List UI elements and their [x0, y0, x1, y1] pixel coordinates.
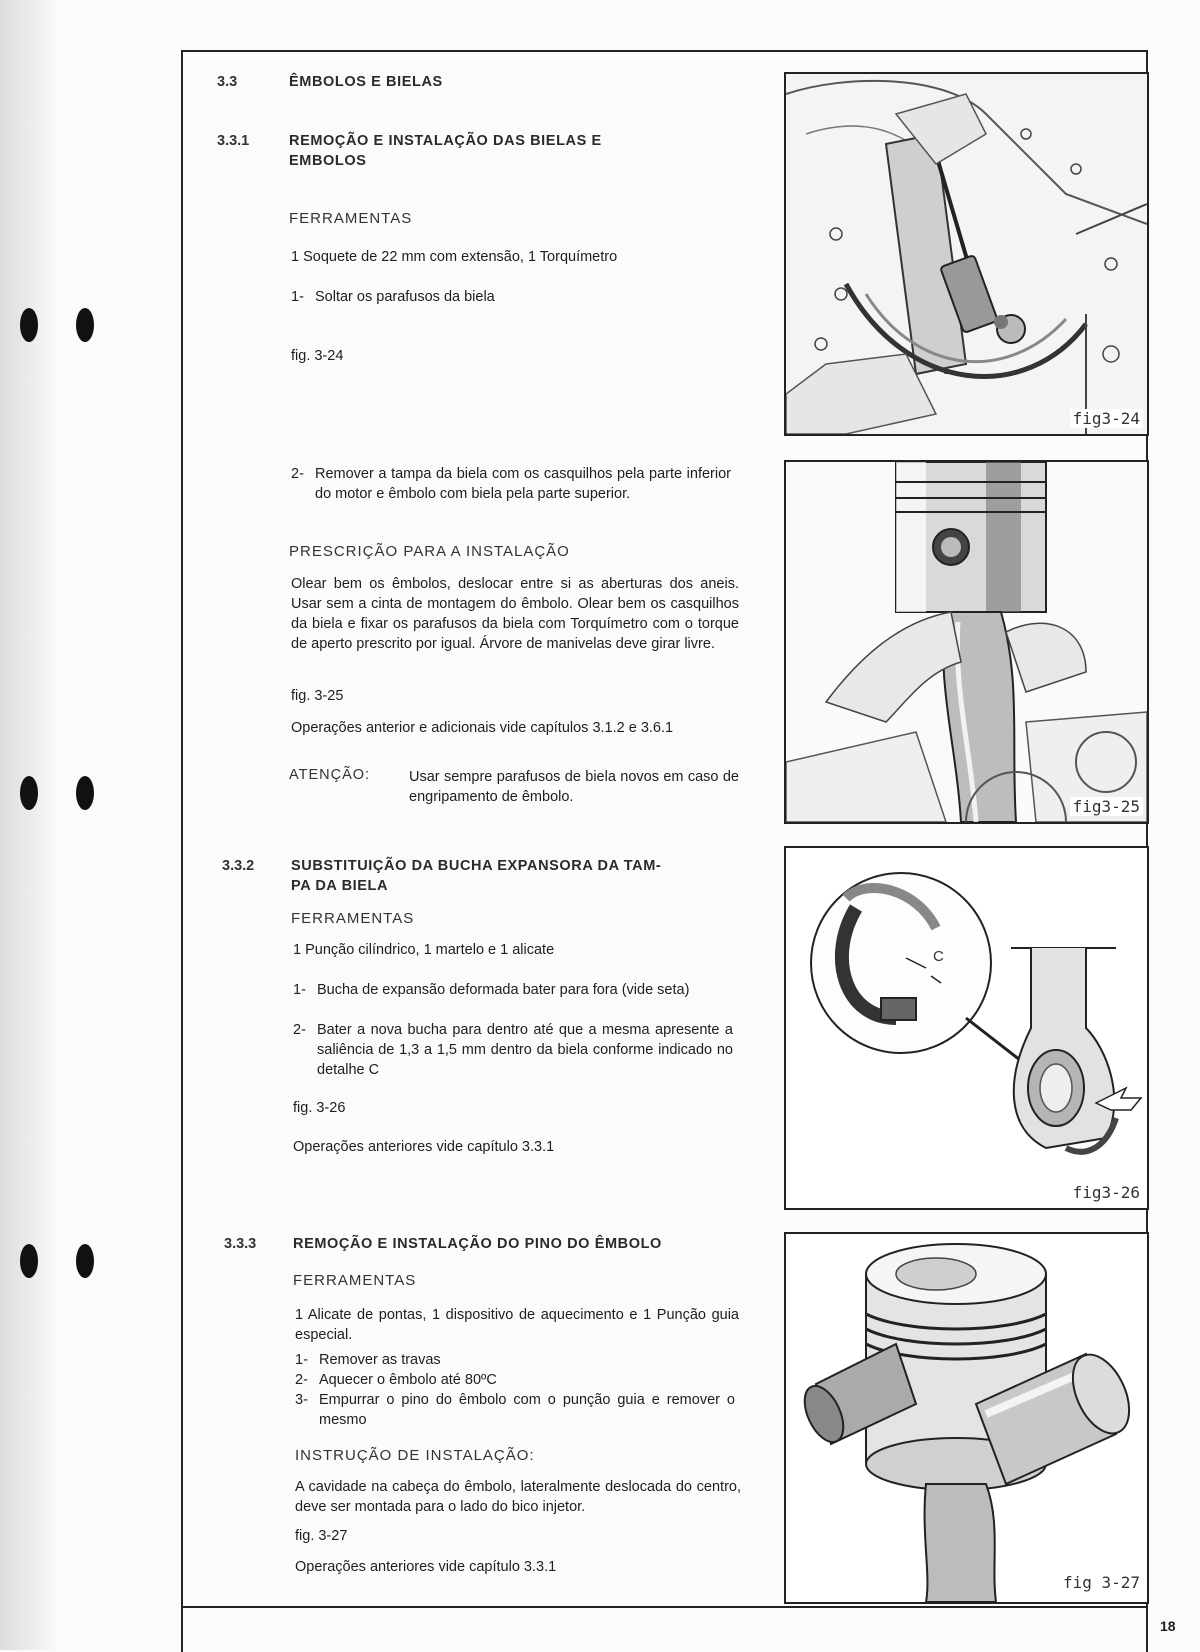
step-number: 1-: [293, 982, 306, 998]
section-title: ÊMBOLOS E BIELAS: [289, 74, 443, 90]
page-bottom-rule: [181, 1606, 1148, 1608]
figure-3-24: [784, 72, 1149, 436]
step-text: Remover as travas: [319, 1352, 441, 1368]
section-title-line1: REMOÇÃO E INSTALAÇÃO DAS BIELAS E: [289, 133, 602, 149]
section-title-line1: SUBSTITUIÇÃO DA BUCHA EXPANSORA DA TAM-: [291, 858, 662, 874]
prescription-heading: PRESCRIÇÃO PARA A INSTALAÇÃO: [289, 543, 570, 560]
step-text: Aquecer o êmbolo até 80ºC: [319, 1372, 497, 1388]
binder-hole: [76, 1244, 94, 1278]
figure-3-25: [784, 460, 1149, 824]
step-number: 1-: [291, 289, 304, 305]
binder-hole: [20, 1244, 38, 1278]
instruction-text: A cavidade na cabeça do êmbolo, lateralmente deslocada do centro, deve ser montada para o lado do bico injetor.: [295, 1479, 741, 1515]
instruction-heading: INSTRUÇÃO DE INSTALAÇÃO:: [295, 1447, 535, 1464]
page-number: 18: [1160, 1618, 1176, 1634]
figure-reference: fig. 3-24: [291, 348, 344, 364]
step-number: 2-: [295, 1372, 308, 1388]
figure-caption: fig3-25: [1070, 797, 1143, 816]
operations-text: Operações anteriores vide capítulo 3.3.1: [293, 1139, 555, 1155]
crankcase-illustration: [786, 74, 1147, 434]
figure-caption: fig3-26: [1070, 1183, 1143, 1202]
figure-3-26: [784, 846, 1149, 1210]
step-item: [291, 464, 741, 524]
step-text: Bucha de expansão deformada bater para fora (vide seta): [317, 982, 690, 998]
binder-hole: [20, 308, 38, 342]
step-item: [295, 1390, 745, 1430]
step-text: Soltar os parafusos da biela: [315, 289, 495, 305]
section-title-line2: PA DA BIELA: [291, 878, 389, 894]
figure-reference: fig. 3-25: [291, 688, 344, 704]
bushing-detail-illustration: [786, 848, 1147, 1208]
step-number: 3-: [295, 1392, 308, 1408]
binder-hole: [76, 308, 94, 342]
binder-hole: [20, 776, 38, 810]
step-text: Remover a tampa da biela com os casquilhos pela parte inferior do motor e êmbolo com biela pela parte superior.: [315, 466, 731, 502]
step-item: [293, 1020, 743, 1080]
tools-heading: FERRAMENTAS: [289, 210, 413, 227]
operations-text: Operações anteriores vide capítulo 3.3.1: [295, 1559, 557, 1575]
operations-text: Operações anterior e adicionais vide capítulos 3.1.2 e 3.6.1: [291, 720, 674, 736]
detail-label-c: C: [933, 948, 944, 965]
step-item: [295, 1350, 745, 1370]
tools-text: 1 Alicate de pontas, 1 dispositivo de aquecimento e 1 Punção guia especial.: [295, 1307, 739, 1343]
step-item: [293, 980, 743, 1020]
step-number: 2-: [293, 1022, 306, 1038]
section-number: 3.3.3: [224, 1236, 257, 1252]
piston-pin-illustration: [786, 1234, 1147, 1602]
section-number: 3.3: [217, 74, 238, 90]
figure-caption: fig3-24: [1070, 409, 1143, 428]
figure-3-27: [784, 1232, 1149, 1604]
tools-heading: FERRAMENTAS: [291, 910, 415, 927]
binder-shadow: [0, 0, 60, 1650]
figure-reference: fig. 3-26: [293, 1100, 346, 1116]
figure-reference: fig. 3-27: [295, 1528, 348, 1544]
section-title: REMOÇÃO E INSTALAÇÃO DO PINO DO ÊMBOLO: [293, 1236, 662, 1252]
section-title-line2: EMBOLOS: [289, 153, 367, 169]
step-item: [295, 1370, 745, 1390]
step-text: Bater a nova bucha para dentro até que a mesma apresente a saliência de 1,3 a 1,5 mm dentro da biela conforme indicado no detalhe C: [317, 1022, 733, 1078]
tools-heading: FERRAMENTAS: [293, 1272, 417, 1289]
section-number: 3.3.1: [217, 133, 250, 149]
step-item: [291, 287, 731, 307]
prescription-text: Olear bem os êmbolos, deslocar entre si as aberturas dos aneis. Usar sem a cinta de montagem do êmbolo. Olear bem os casquilhos da biela e fixar os parafusos da biela com Torquímetro com o torque de aperto prescrito por igual. Árvore de manivelas deve girar livre.: [291, 576, 739, 652]
tools-text: 1 Punção cilíndrico, 1 martelo e 1 alicate: [293, 942, 555, 958]
binder-hole: [76, 776, 94, 810]
step-number: 1-: [295, 1352, 308, 1368]
tools-text: 1 Soquete de 22 mm com extensão, 1 Torquímetro: [291, 249, 618, 265]
step-number: 2-: [291, 466, 304, 482]
attention-text: Usar sempre parafusos de biela novos em caso de engripamento de êmbolo.: [409, 769, 739, 805]
attention-label: ATENÇÃO:: [289, 767, 371, 783]
figure-caption: fig 3-27: [1060, 1573, 1143, 1592]
step-text: Empurrar o pino do êmbolo com o punção guia e remover o mesmo: [319, 1392, 735, 1428]
section-number: 3.3.2: [222, 858, 255, 874]
piston-rod-illustration: [786, 462, 1147, 822]
